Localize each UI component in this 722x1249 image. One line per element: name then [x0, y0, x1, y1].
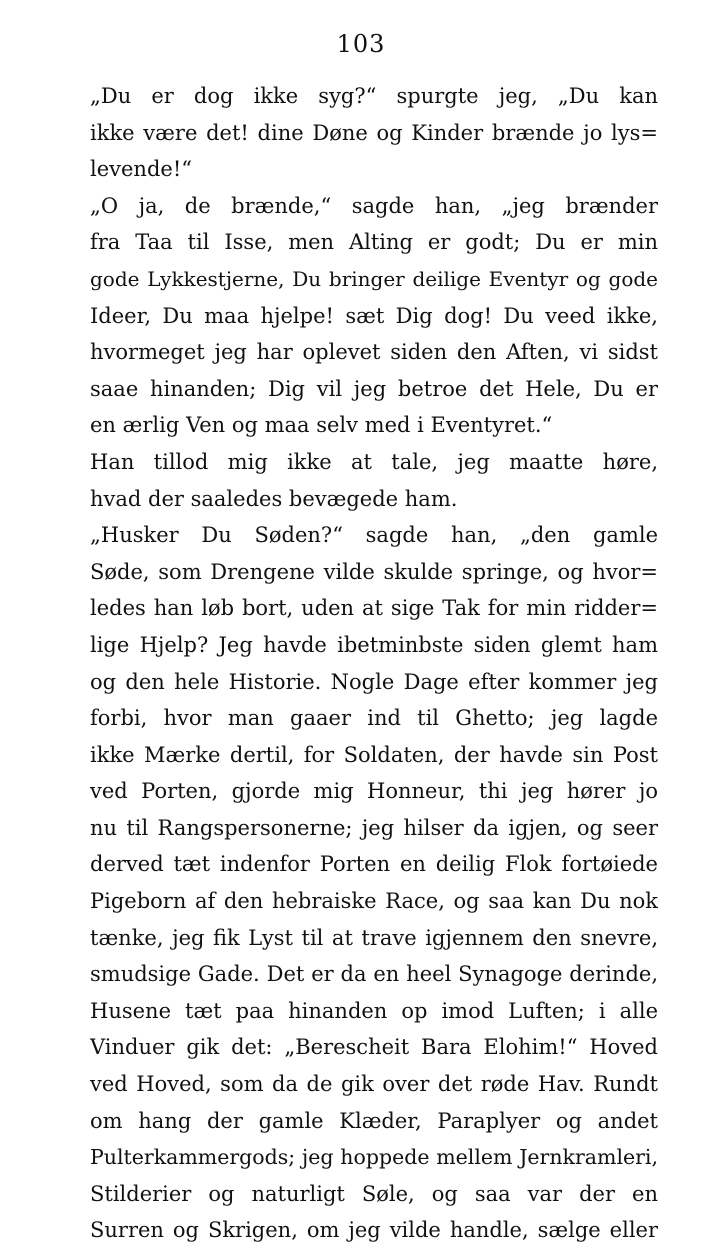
text-line: gode Lykkestjerne, Du bringer deilige Eventyr og gode	[90, 266, 658, 291]
text-line: Surren og Skrigen, om jeg vilde handle, sælge eller	[90, 1218, 658, 1243]
text-line: hvormeget jeg har oplevet siden den Aften, vi sidst	[90, 340, 658, 365]
text-line: ledes han løb bort, uden at sige Tak for min ridder=	[90, 596, 658, 621]
text-line: Han tillod mig ikke at tale, jeg maatte høre,	[90, 449, 658, 474]
text-line: ikke være det! dine Døne og Kinder brænde jo lys=	[90, 120, 658, 145]
page-number: 103	[336, 30, 386, 58]
body-text	[90, 78, 658, 1249]
text-line: derved tæt indenfor Porten en deilig Flok fortøiede	[90, 852, 658, 877]
text-line: fra Taa til Isse, men Alting er godt; Du er min	[90, 230, 658, 255]
text-line: ved Hoved, som da de gik over det røde Hav. Rundt	[90, 1072, 658, 1097]
text-line: „Du er dog ikke syg?“ spurgte jeg, „Du kan	[90, 84, 658, 108]
text-line: Pigeborn af den hebraiske Race, og saa kan Du nok	[90, 889, 658, 914]
text-line: forbi, hvor man gaaer ind til Ghetto; jeg lagde	[90, 706, 658, 731]
text-line: Pulterkammergods; jeg hoppede mellem Jernkramleri,	[90, 1145, 658, 1170]
text-line: lige Hjelp? Jeg havde ibetminbste siden glemt ham	[90, 632, 658, 657]
text-line: levende!“	[90, 157, 193, 182]
text-line: hvad der saaledes bevægede ham.	[90, 486, 458, 511]
text-line: Ideer, Du maa hjelpe! sæt Dig dog! Du veed ikke,	[90, 303, 658, 328]
text-line: „O ja, de brænde,“ sagde han, „jeg brænder	[90, 193, 658, 218]
text-line: nu til Rangspersonerne; jeg hilser da igjen, og seer	[90, 815, 658, 840]
text-line: Søde, som Drengene vilde skulde springe, og hvor=	[90, 559, 658, 584]
text-line: en ærlig Ven og maa selv med i Eventyret.“	[90, 413, 553, 438]
text-line: Husene tæt paa hinanden op imod Luften; i alle	[90, 998, 658, 1023]
text-line: tænke, jeg fik Lyst til at trave igjennem den snevre,	[90, 925, 658, 950]
text-line: og den hele Historie. Nogle Dage efter kommer jeg	[90, 669, 658, 694]
text-line: om hang der gamle Klæder, Paraplyer og andet	[90, 1108, 658, 1133]
text-line: ved Porten, gjorde mig Honneur, thi jeg hører jo	[90, 779, 658, 804]
text-line: „Husker Du Søden?“ sagde han, „den gamle	[90, 523, 658, 548]
text-line: smudsige Gade. Det er da en heel Synagoge derinde,	[90, 962, 658, 987]
text-line: saae hinanden; Dig vil jeg betroe det Hele, Du er	[90, 376, 658, 401]
text-line: ikke Mærke dertil, for Soldaten, der havde sin Post	[90, 742, 658, 767]
text-line: Stilderier og naturligt Søle, og saa var der en	[90, 1181, 658, 1206]
text-line: Vinduer gik det: „Berescheit Bara Elohim!“ Hoved	[90, 1035, 658, 1060]
